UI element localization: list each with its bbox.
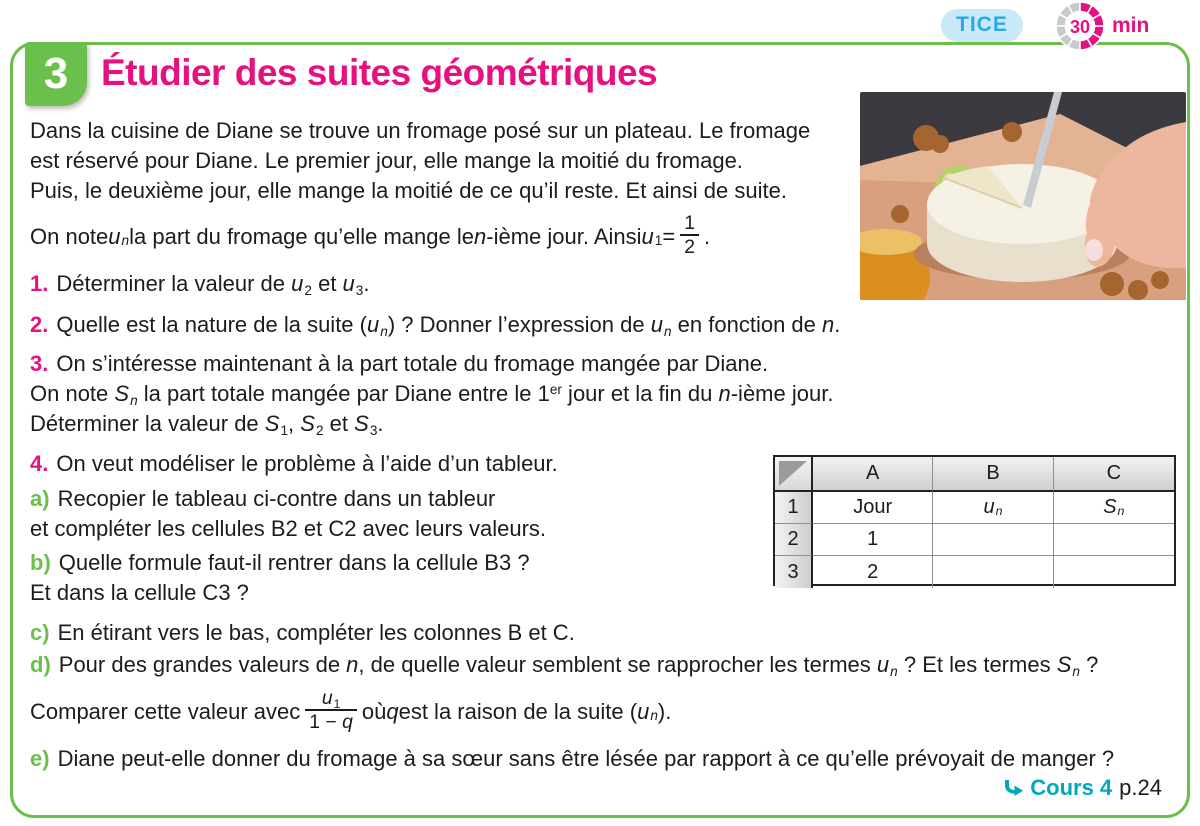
question-4a-letter: a) bbox=[30, 486, 50, 511]
tice-badge: TICE bbox=[941, 9, 1023, 42]
question-1 bbox=[30, 269, 370, 302]
exercise-number-badge: 3 bbox=[25, 42, 87, 106]
cell-C2 bbox=[1054, 524, 1174, 556]
question-4d-text: Pour des grandes valeurs de n, de quelle valeur semblent se rapprocher les termes un ? Et les termes Sn ? bbox=[58, 652, 1099, 680]
timer-minutes: 30 bbox=[1069, 17, 1091, 37]
question-4e bbox=[30, 744, 1114, 774]
question-4d-letter: d) bbox=[30, 652, 51, 677]
cell-C1: S n bbox=[1054, 492, 1174, 524]
sheet-column-header-c: C bbox=[1054, 457, 1174, 492]
spreadsheet-table bbox=[773, 455, 1176, 586]
curved-arrow-icon bbox=[1002, 779, 1023, 798]
cell-B3 bbox=[933, 556, 1053, 588]
question-4a-line-2: et compléter les cellules B2 et C2 avec leurs valeurs. bbox=[30, 516, 547, 541]
sheet-column-header-a: A bbox=[813, 457, 933, 492]
question-4a bbox=[30, 484, 495, 514]
sheet-select-all-corner bbox=[775, 457, 813, 492]
cell-A1: Jour bbox=[813, 492, 933, 524]
intro-line-3: Puis, le deuxième jour, elle mange la moitié de ce qu’il reste. Et ainsi de suite. bbox=[30, 178, 787, 203]
cell-B1: u n bbox=[933, 492, 1053, 524]
select-all-triangle-icon bbox=[779, 461, 807, 486]
course-reference-label: Cours 4 bbox=[1030, 775, 1113, 800]
timer-icon bbox=[1054, 0, 1106, 52]
question-3-line-2: On note Sn la part totale mangée par Diane entre le 1er jour et la fin du n-ième jour. bbox=[30, 381, 834, 409]
sheet-row-header-1: 1 bbox=[775, 492, 813, 524]
question-3-text-line-1: On s’intéresse maintenant à la part totale du fromage mangée par Diane. bbox=[56, 351, 769, 376]
sheet-row-header-3: 3 bbox=[775, 556, 813, 588]
course-reference-page: p.24 bbox=[1119, 775, 1162, 800]
timer-unit-label: min bbox=[1112, 14, 1150, 37]
question-4c-letter: c) bbox=[30, 620, 50, 645]
intro-line-1: Dans la cuisine de Diane se trouve un fromage posé sur un plateau. Le fromage bbox=[30, 118, 811, 143]
cheese-photo bbox=[860, 92, 1186, 300]
question-1-number: 1. bbox=[30, 271, 49, 296]
question-4a-text-line-1: Recopier le tableau ci-contre dans un tableur bbox=[57, 486, 496, 511]
question-4-number: 4. bbox=[30, 451, 49, 476]
question-4b-text-line-1: Quelle formule faut-il rentrer dans la cellule B3 ? bbox=[58, 550, 530, 575]
question-2 bbox=[30, 310, 840, 343]
sheet-column-header-b: B bbox=[933, 457, 1053, 492]
question-4b-letter: b) bbox=[30, 550, 51, 575]
question-4 bbox=[30, 449, 558, 479]
page-title: Étudier des suites géométriques bbox=[101, 52, 658, 93]
fingernail bbox=[1085, 239, 1103, 261]
question-4c-text: En étirant vers le bas, compléter les colonnes B et C. bbox=[57, 620, 575, 645]
question-4b bbox=[30, 548, 530, 578]
question-4d bbox=[30, 650, 1098, 683]
cell-B2 bbox=[933, 524, 1053, 556]
sheet-row-header-2: 2 bbox=[775, 524, 813, 556]
question-3 bbox=[30, 349, 768, 379]
question-4-text: On veut modéliser le problème à l’aide d’un tableur. bbox=[56, 451, 558, 476]
question-4b-line-2: Et dans la cellule C3 ? bbox=[30, 580, 249, 605]
question-3-line-3: Déterminer la valeur de S1, S2 et S3. bbox=[30, 411, 384, 439]
question-4c bbox=[30, 618, 575, 648]
intro-note-line: On note u n la part du fromage qu’elle mange le n -ième jour. Ainsi u 1 = $\frac{1}{2}$ . bbox=[30, 211, 711, 258]
question-2-text: Quelle est la nature de la suite (un) ? Donner l’expression de un en fonction de n. bbox=[56, 312, 841, 340]
intro-line-2: est réservé pour Diane. Le premier jour, elle mange la moitié du fromage. bbox=[30, 148, 743, 173]
compare-line: Comparer cette valeur avec $\frac{u1}{1 - q}$ où q est la raison de la suite ( u n ). bbox=[30, 686, 672, 733]
question-3-number: 3. bbox=[30, 351, 49, 376]
question-4e-text: Diane peut-elle donner du fromage à sa sœur sans être lésée par rapport à ce qu’elle prévoyait de manger ? bbox=[57, 746, 1115, 771]
cell-A2: 1 bbox=[813, 524, 933, 556]
question-2-number: 2. bbox=[30, 312, 49, 337]
question-4e-letter: e) bbox=[30, 746, 50, 771]
question-1-text: Déterminer la valeur de u2 et u3. bbox=[56, 271, 370, 299]
cell-C3 bbox=[1054, 556, 1174, 588]
cell-A3: 2 bbox=[813, 556, 933, 588]
course-reference-link[interactable] bbox=[1002, 775, 1162, 801]
